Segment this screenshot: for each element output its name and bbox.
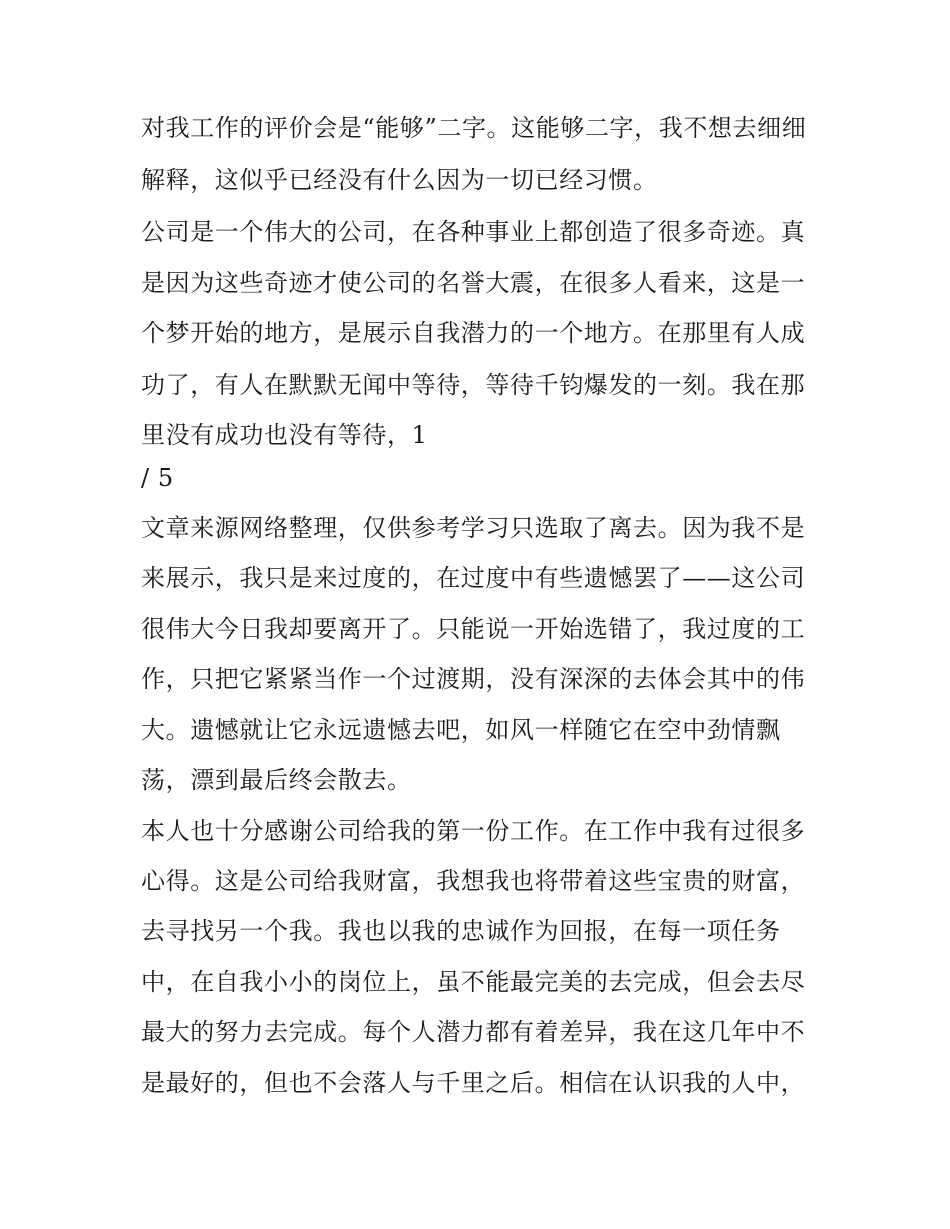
text-line: 中，在自我小小的岗位上，虽不能最完美的去完成，但会去尽 [141,968,806,996]
text-line: 功了，有人在默默无闻中等待，等待千钧爆发的一刻。我在那 [141,371,806,399]
text-line: 对我工作的评价会是“能够”二字。这能够二字，我不想去细细 [141,114,807,142]
text-line: 是最好的，但也不会落人与千里之后。相信在认识我的人中， [141,1069,806,1097]
text-line: 文章来源网络整理，仅供参考学习只选取了离去。因为我不是 [141,514,806,542]
text-line: 最大的努力去完成。每个人潜力都有着差异，我在这几年中不 [141,1018,806,1046]
text-line: 去寻找另一个我。我也以我的忠诚作为回报，在每一项任务 [141,917,781,945]
text-line: 来展示，我只是来过度的，在过度中有些遗憾罢了——这公司 [141,564,806,592]
text-line: 是因为这些奇迹才使公司的名誉大震，在很多人看来，这是一 [141,269,806,297]
text-line: 作，只把它紧紧当作一个过渡期，没有深深的去体会其中的伟 [141,665,806,693]
text-line: 个梦开始的地方，是展示自我潜力的一个地方。在那里有人成 [141,319,806,347]
text-line: 大。遗憾就让它永远遗憾去吧，如风一样随它在空中劲情飘 [141,716,781,744]
page-number: / 5 [141,464,174,492]
text-line: 荡，漂到最后终会散去。 [141,766,412,794]
text-line: 心得。这是公司给我财富，我想我也将带着这些宝贵的财富， [141,867,806,895]
text-line: 公司是一个伟大的公司，在各种事业上都创造了很多奇迹。真 [141,218,806,246]
text-line: 本人也十分感谢公司给我的第一份工作。在工作中我有过很多 [141,817,806,845]
text-line: 很伟大今日我却要离开了。只能说一开始选错了，我过度的工 [141,615,806,643]
text-line: 里没有成功也没有等待，1 [141,421,428,449]
text-line: 解释，这似乎已经没有什么因为一切已经习惯。 [141,166,658,194]
